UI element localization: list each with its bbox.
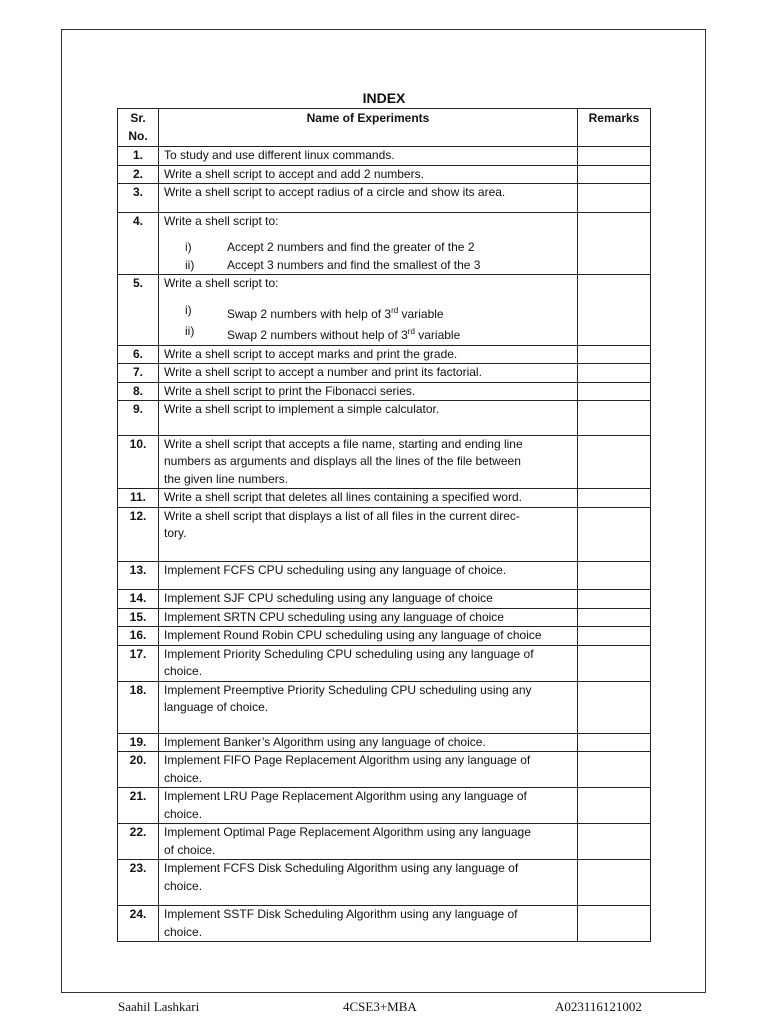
table-row [118, 824, 651, 860]
table-header-row [118, 109, 651, 147]
row-number: 7. [118, 364, 159, 383]
table-row [118, 645, 651, 681]
remarks-cell [578, 212, 651, 275]
header-sr-no: Sr. No. [118, 109, 159, 147]
experiment-name [159, 184, 578, 213]
remarks-cell [578, 645, 651, 681]
experiment-name [159, 608, 578, 627]
experiment-name [159, 561, 578, 590]
sub-item [185, 257, 572, 275]
table-row [118, 788, 651, 824]
experiment-text-line: choice. [164, 664, 203, 678]
experiment-text-line: Implement SRTN CPU scheduling using any language of choice [164, 609, 504, 624]
remarks-cell [578, 561, 651, 590]
sub-item [185, 239, 572, 257]
table-row [118, 184, 651, 213]
row-number: 10. [118, 435, 159, 489]
sub-item-text: Accept 2 numbers and find the greater of the 2 [227, 240, 475, 254]
row-number: 16. [118, 627, 159, 646]
experiment-name [159, 788, 578, 824]
experiment-text-line: Implement Round Robin CPU scheduling using any language of choice [164, 628, 542, 642]
table-row [118, 590, 651, 609]
remarks-cell [578, 788, 651, 824]
experiment-name [159, 681, 578, 733]
experiment-name [159, 345, 578, 364]
experiment-name [159, 489, 578, 508]
footer-student-name: Saahil Lashkari [118, 999, 200, 1014]
experiment-text-line: Write a shell script to: [164, 276, 279, 290]
sub-item-number: i) [185, 302, 192, 317]
footer-enrollment-id: A023116121002 [555, 999, 642, 1014]
sub-item-text: Swap 2 numbers with help of 3rd variable [227, 305, 444, 321]
experiment-name [159, 860, 578, 906]
sub-item-number: ii) [185, 324, 195, 338]
remarks-cell [578, 147, 651, 166]
table-row [118, 752, 651, 788]
experiment-text-line: Implement Priority Scheduling CPU scheduling using any language of [164, 646, 534, 661]
experiment-text-line: Implement Preemptive Priority Scheduling CPU scheduling using any [164, 682, 532, 697]
remarks-cell [578, 401, 651, 436]
experiment-name [159, 590, 578, 609]
table-row [118, 435, 651, 489]
experiment-text-line: Implement Optimal Page Replacement Algorithm using any language [164, 825, 531, 839]
experiment-name [159, 401, 578, 436]
remarks-cell [578, 627, 651, 646]
experiment-text-line: Write a shell script that deletes all lines containing a specified word. [164, 490, 522, 504]
remarks-cell [578, 275, 651, 346]
experiment-text-line: Write a shell script to accept marks and print the grade. [164, 346, 458, 361]
table-row [118, 507, 651, 561]
footer-class: 4CSE3+MBA [343, 999, 417, 1014]
remarks-cell [578, 364, 651, 383]
row-number: 15. [118, 608, 159, 627]
remarks-cell [578, 906, 651, 942]
table-row [118, 681, 651, 733]
row-number: 13. [118, 561, 159, 590]
experiment-text-line: tory. [164, 526, 187, 540]
row-number: 6. [118, 345, 159, 364]
row-number: 11. [118, 489, 159, 508]
experiment-text-line: Implement SJF CPU scheduling using any language of choice [164, 591, 493, 605]
experiment-text-line: Write a shell script that accepts a file name, starting and ending line [164, 436, 523, 451]
sub-item-text: Swap 2 numbers without help of 3rd variable [227, 327, 461, 342]
row-number: 5. [118, 275, 159, 346]
remarks-cell [578, 507, 651, 561]
remarks-cell [578, 489, 651, 508]
table-row [118, 212, 651, 275]
index-title: INDEX [362, 90, 406, 106]
experiment-name [159, 645, 578, 681]
experiment-name [159, 507, 578, 561]
experiment-name [159, 752, 578, 788]
experiment-name [159, 212, 578, 275]
row-number: 3. [118, 184, 159, 213]
experiment-name [159, 627, 578, 646]
experiment-text-line: Implement FCFS CPU scheduling using any language of choice. [164, 562, 507, 577]
remarks-cell [578, 165, 651, 184]
experiment-text-line: choice. [164, 770, 203, 785]
row-number: 21. [118, 788, 159, 824]
remarks-cell [578, 681, 651, 733]
row-number: 24. [118, 906, 159, 942]
remarks-cell [578, 382, 651, 401]
experiment-text-line: language of choice. [164, 700, 269, 714]
table-row [118, 147, 651, 166]
row-number: 12. [118, 507, 159, 561]
row-number: 18. [118, 681, 159, 733]
experiment-name [159, 275, 578, 346]
experiment-text-line: Write a shell script that displays a list of all files in the current direc- [164, 508, 520, 523]
experiment-text-line: of choice. [164, 842, 216, 857]
experiment-text-line: Implement FIFO Page Replacement Algorithm using any language of [164, 753, 531, 767]
experiment-text-line: Implement FCFS Disk Scheduling Algorithm using any language of [164, 861, 519, 875]
table-row [118, 561, 651, 590]
sub-item-number: ii) [185, 257, 195, 272]
experiment-name [159, 364, 578, 383]
row-number: 9. [118, 401, 159, 436]
remarks-cell [578, 345, 651, 364]
sub-item-number: i) [185, 240, 192, 254]
sub-item [185, 323, 572, 345]
experiment-name [159, 382, 578, 401]
experiment-name [159, 824, 578, 860]
table-row [118, 608, 651, 627]
experiment-text-line: Write a shell script to: [164, 213, 279, 228]
experiment-name [159, 165, 578, 184]
experiment-text-line: choice. [164, 806, 203, 821]
table-row [118, 364, 651, 383]
experiment-text-line: Implement LRU Page Replacement Algorithm using any language of [164, 789, 527, 803]
table-row [118, 489, 651, 508]
experiment-name [159, 435, 578, 489]
experiment-text-line: Write a shell script to implement a simple calculator. [164, 402, 440, 416]
remarks-cell [578, 608, 651, 627]
table-row [118, 275, 651, 346]
table-row [118, 401, 651, 436]
experiment-text-line: Write a shell script to accept radius of a circle and show its area. [164, 185, 506, 199]
row-number: 14. [118, 590, 159, 609]
row-number: 8. [118, 382, 159, 401]
remarks-cell [578, 860, 651, 906]
table-row [118, 627, 651, 646]
table-body [118, 147, 651, 942]
table-row [118, 860, 651, 906]
experiment-name [159, 906, 578, 942]
sub-item-text: Accept 3 numbers and find the smallest of the 3 [227, 257, 481, 272]
row-number: 4. [118, 212, 159, 275]
experiment-text-line: choice. [164, 924, 203, 939]
experiment-text-line: To study and use different linux commands. [164, 148, 395, 162]
sub-item [185, 302, 572, 324]
remarks-cell [578, 590, 651, 609]
experiment-text-line: the given line numbers. [164, 471, 289, 486]
remarks-cell [578, 733, 651, 752]
header-name: Name of Experiments [159, 109, 578, 147]
row-number: 22. [118, 824, 159, 860]
experiment-text-line: Write a shell script to accept and add 2 numbers. [164, 166, 424, 181]
table-row [118, 345, 651, 364]
experiments-table [117, 108, 651, 942]
row-number: 19. [118, 733, 159, 752]
experiment-name [159, 733, 578, 752]
table-row [118, 165, 651, 184]
remarks-cell [578, 824, 651, 860]
experiment-text-line: Implement Banker’s Algorithm using any language of choice. [164, 734, 486, 749]
remarks-cell [578, 184, 651, 213]
table-row [118, 382, 651, 401]
row-number: 23. [118, 860, 159, 906]
experiment-text-line: numbers as arguments and displays all the lines of the file between [164, 454, 521, 468]
table-row [118, 733, 651, 752]
experiment-text-line: choice. [164, 878, 203, 893]
row-number: 17. [118, 645, 159, 681]
remarks-cell [578, 435, 651, 489]
experiment-name [159, 147, 578, 166]
experiment-text-line: Write a shell script to accept a number and print its factorial. [164, 365, 482, 379]
row-number: 20. [118, 752, 159, 788]
experiment-text-line: Implement SSTF Disk Scheduling Algorithm using any language of [164, 907, 518, 921]
header-remarks: Remarks [578, 109, 651, 147]
experiment-text-line: Write a shell script to print the Fibonacci series. [164, 383, 416, 398]
table-row [118, 906, 651, 942]
row-number: 2. [118, 165, 159, 184]
row-number: 1. [118, 147, 159, 166]
remarks-cell [578, 752, 651, 788]
